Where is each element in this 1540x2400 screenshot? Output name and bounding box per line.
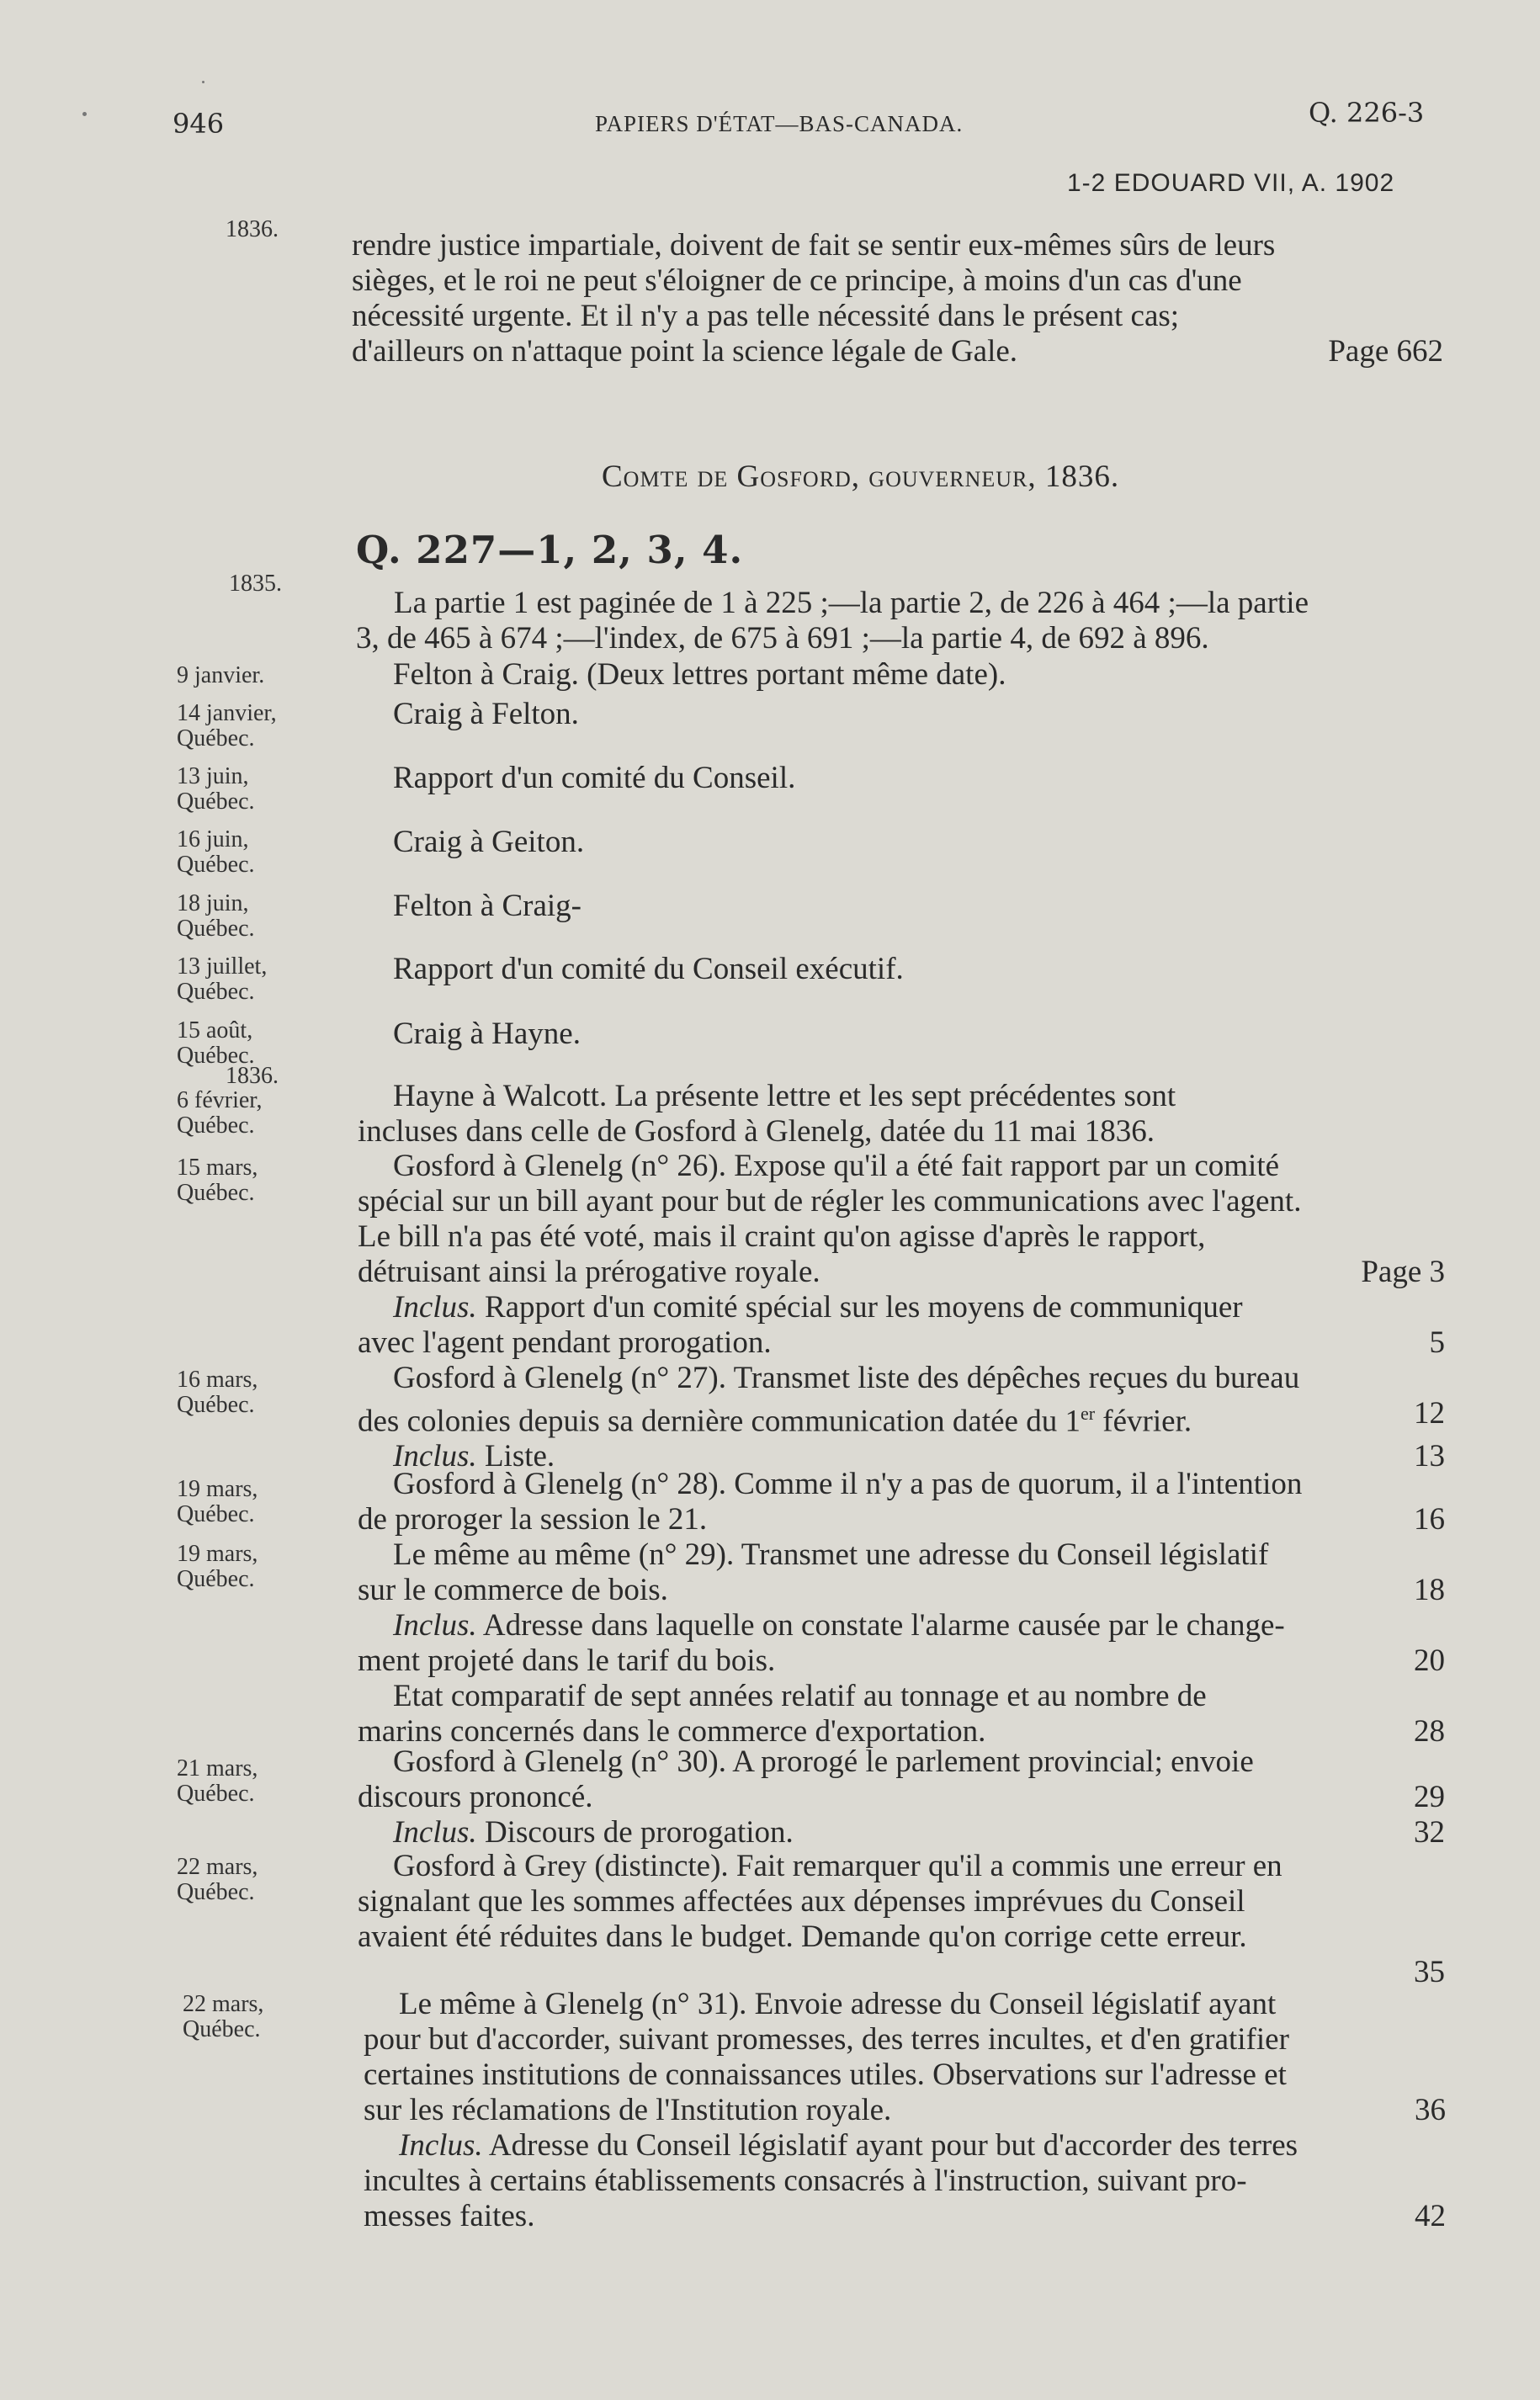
entry-text: Felton à Craig- [393, 889, 582, 923]
pagination-note [356, 586, 1443, 656]
text-line: avaient été réduites dans le budget. Demande qu'on corrige cette erreur. [358, 1919, 1247, 1954]
section-title: Comte de Gosford, gouverneur, 1836. [602, 459, 1120, 494]
page-reference: Page 3 [1361, 1255, 1445, 1289]
page-reference: Page 662 [1328, 334, 1443, 369]
page-reference: 28 [1414, 1714, 1445, 1749]
text-line: Gosford à Glenelg (n° 26). Expose qu'il a été fait rapport par un comité [393, 1149, 1280, 1183]
entry-text: Craig à Geiton. [393, 825, 585, 859]
entry-paragraph [364, 1987, 1446, 2234]
text-line: sièges, et le roi ne peut s'éloigner de ce principe, à moins d'un cas d'une [352, 263, 1242, 298]
text-line: Gosford à Glenelg (n° 27). Transmet liste des dépêches reçues du bureau [393, 1361, 1300, 1395]
text-line: sur le commerce de bois. 18 [358, 1573, 1445, 1607]
page-reference: 42 [1415, 2199, 1446, 2233]
page-reference: 36 [1415, 2093, 1446, 2127]
text-line: pour but d'accorder, suivant promesses, des terres incultes, et d'en gratifier [364, 2022, 1289, 2057]
entry-text: Rapport d'un comité du Conseil exécutif. [393, 952, 904, 986]
text-line: incluses dans celle de Gosford à Glenelg, datée du 11 mai 1836. [358, 1114, 1155, 1149]
margin-date: 15 août, Québec. [177, 1017, 255, 1069]
intro-paragraph [352, 228, 1443, 369]
text-line: avec l'agent pendant prorogation. 5 [358, 1325, 1445, 1360]
text-line: nécessité urgente. Et il n'y a pas telle nécessité dans le présent cas; [352, 299, 1180, 333]
text-line: rendre justice impartiale, doivent de fait se sentir eux-mêmes sûrs de leurs [352, 228, 1276, 263]
text-line: sur les réclamations de l'Institution royale. 36 [364, 2093, 1446, 2127]
page-reference: 5 [1429, 1325, 1445, 1360]
margin-date: 15 mars, Québec. [177, 1155, 258, 1206]
text-line: signalant que les sommes affectées aux dépenses imprévues du Conseil [358, 1884, 1245, 1919]
margin-date: 9 janvier. [177, 662, 265, 688]
margin-date: 6 février, Québec. [177, 1087, 263, 1139]
page-reference: 18 [1414, 1573, 1445, 1607]
volume-heading: Q. 227—1, 2, 3, 4. [356, 528, 744, 572]
entry-text: Craig à Hayne. [393, 1017, 581, 1051]
entry-paragraph [358, 1079, 1445, 1150]
entry-paragraph [358, 1849, 1445, 1990]
text-line: ment projeté dans le tarif du bois. 20 [358, 1643, 1445, 1678]
margin-date: 13 juillet, Québec. [177, 953, 268, 1005]
margin-date: 22 mars, Québec. [177, 1854, 258, 1905]
margin-date: 14 janvier, Québec. [177, 700, 277, 751]
text-line: Le même à Glenelg (n° 31). Envoie adresse du Conseil législatif ayant [399, 1987, 1277, 2021]
running-title: PAPIERS D'ÉTAT—BAS-CANADA. [595, 111, 964, 136]
text-line: détruisant ainsi la prérogative royale. Page 3 [358, 1255, 1445, 1289]
text-line: marins concernés dans le commerce d'exportation. 28 [358, 1714, 1445, 1749]
text-line: Gosford à Grey (distincte). Fait remarquer qu'il a commis une erreur en [393, 1849, 1282, 1883]
margin-year: 1836. [226, 216, 279, 242]
margin-date: 18 juin, Québec. [177, 890, 255, 942]
page-reference: 29 [1414, 1780, 1445, 1814]
margin-date: 19 mars, Québec. [177, 1476, 258, 1527]
text-line: messes faites. 42 [364, 2199, 1446, 2233]
margin-date: 19 mars, Québec. [177, 1541, 258, 1592]
margin-year: 1835. [229, 571, 282, 597]
margin-date: 21 mars, Québec. [177, 1755, 258, 1807]
entry-paragraph [358, 1744, 1445, 1850]
page-reference: 12 [1414, 1396, 1445, 1431]
entry-paragraph [358, 1149, 1445, 1361]
scan-speck [82, 112, 87, 116]
page-reference: 35 [1414, 1955, 1445, 1989]
margin-year: 1836. [226, 1063, 279, 1089]
text-line: discours prononcé. 29 [358, 1780, 1445, 1814]
text-line: Inclus. Adresse du Conseil législatif ayant pour but d'accorder des terres [399, 2128, 1298, 2163]
text-line: Inclus. Rapport d'un comité spécial sur les moyens de communiquer [393, 1290, 1243, 1325]
text-line: Le bill n'a pas été voté, mais il craint qu'on agisse d'après le rapport, [358, 1219, 1206, 1254]
text-line: Etat comparatif de sept années relatif au tonnage et au nombre de [393, 1679, 1207, 1713]
text-line: certaines institutions de connaissances utiles. Observations sur l'adresse et [364, 2058, 1287, 2092]
text-line: d'ailleurs on n'attaque point la science légale de Gale. Page 662 [352, 334, 1443, 369]
entry-paragraph [358, 1537, 1445, 1750]
entry-text: Rapport d'un comité du Conseil. [393, 761, 796, 795]
text-line: de proroger la session le 21. 16 [358, 1502, 1445, 1537]
text-line: Gosford à Glenelg (n° 28). Comme il n'y a pas de quorum, il a l'intention [393, 1467, 1303, 1501]
margin-date: 22 mars, Québec. [183, 1991, 264, 2042]
text-line: spécial sur un bill ayant pour but de régler les communications avec l'agent. [358, 1184, 1302, 1219]
page-reference: 32 [1414, 1815, 1445, 1850]
text-line: Hayne à Walcott. La présente lettre et les sept précédentes sont [393, 1079, 1176, 1113]
text-line: La partie 1 est paginée de 1 à 225 ;—la partie 2, de 226 à 464 ;—la partie [394, 586, 1309, 620]
text-line: Inclus. Discours de prorogation. 32 [393, 1815, 1445, 1850]
margin-date: 16 juin, Québec. [177, 826, 255, 878]
entry-paragraph [358, 1467, 1445, 1537]
text-line: Inclus. Adresse dans laquelle on constate l'alarme causée par le change- [393, 1608, 1285, 1643]
text-line: incultes à certains établissements consacrés à l'instruction, suivant pro- [364, 2164, 1247, 2198]
scan-speck [202, 81, 204, 83]
text-line [358, 1955, 1445, 1990]
entry-text: Craig à Felton. [393, 697, 579, 731]
margin-date: 13 juin, Québec. [177, 763, 255, 815]
volume-reference: Q. 226-3 [1309, 97, 1425, 129]
text-line: 3, de 465 à 674 ;—l'index, de 675 à 691 ;—la partie 4, de 692 à 896. [356, 621, 1209, 656]
text-line: Le même au même (n° 29). Transmet une adresse du Conseil législatif [393, 1537, 1269, 1572]
margin-date: 16 mars, Québec. [177, 1367, 258, 1418]
page-reference: 20 [1414, 1643, 1445, 1678]
entry-paragraph [358, 1361, 1445, 1474]
session-reference: 1-2 EDOUARD VII, A. 1902 [1067, 169, 1395, 197]
page-number: 946 [173, 108, 225, 140]
entry-text: Felton à Craig. (Deux lettres portant même date). [393, 657, 1006, 692]
page-reference: 16 [1414, 1502, 1445, 1537]
text-line: Gosford à Glenelg (n° 30). A prorogé le parlement provincial; envoie [393, 1744, 1254, 1779]
page-reference: 13 [1414, 1439, 1445, 1474]
text-line: Inclus. Liste. 13 [393, 1439, 1445, 1474]
text-line: des colonies depuis sa dernière communication datée du 1er février. 12 [358, 1396, 1445, 1439]
